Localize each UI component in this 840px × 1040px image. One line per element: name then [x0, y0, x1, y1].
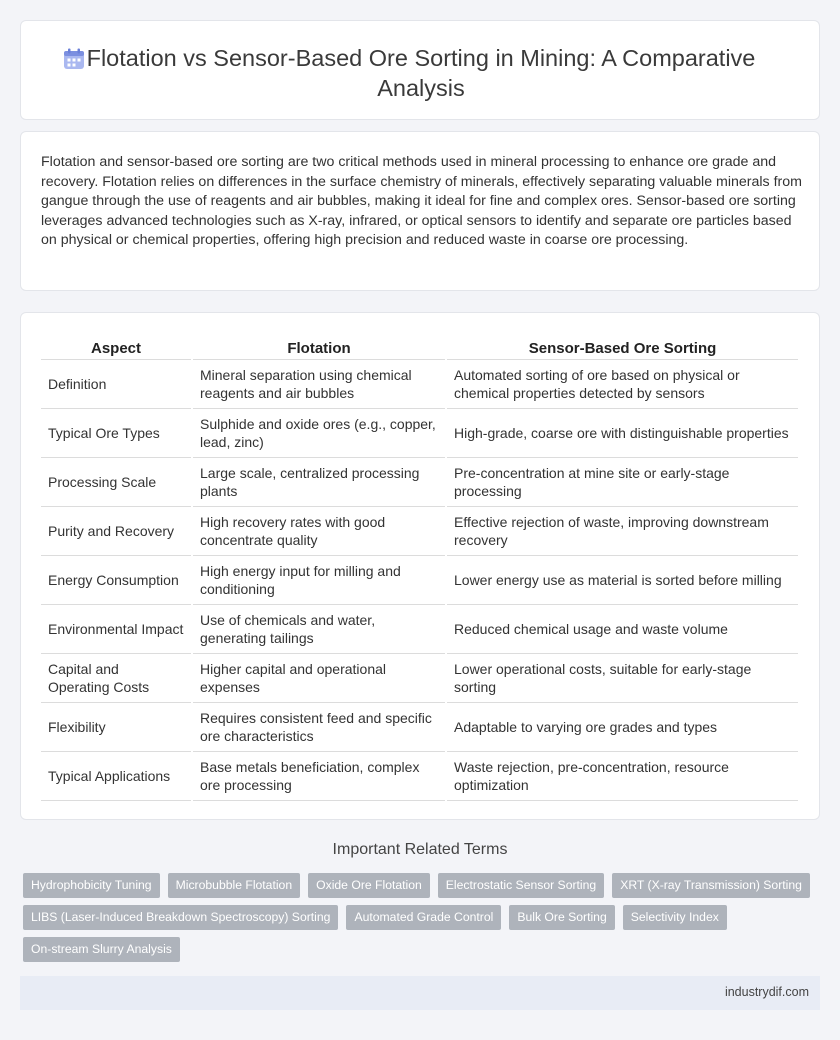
sensor-sorting-cell: Effective rejection of waste, improving downstream recovery [446, 506, 798, 555]
table-row [41, 604, 798, 653]
aspect-cell: Purity and Recovery [41, 506, 192, 555]
table-row [41, 653, 798, 702]
related-term-tag[interactable]: Automated Grade Control [346, 905, 501, 930]
sensor-sorting-cell: High-grade, coarse ore with distinguishable properties [446, 408, 798, 457]
related-term-tag[interactable]: XRT (X-ray Transmission) Sorting [612, 873, 810, 898]
flotation-cell: Higher capital and operational expenses [192, 653, 446, 702]
related-term-tag[interactable]: Oxide Ore Flotation [308, 873, 430, 898]
related-term-tag[interactable]: Selectivity Index [623, 905, 727, 930]
related-term-tag[interactable]: LIBS (Laser-Induced Breakdown Spectroscopy) Sorting [23, 905, 338, 930]
related-terms-list [23, 873, 823, 969]
related-term-tag[interactable]: On-stream Slurry Analysis [23, 937, 180, 962]
intro-paragraph: Flotation and sensor-based ore sorting are two critical methods used in mineral processing to enhance ore grade and recovery. Flotation relies on differences in the surface chemistry of minerals, effectively separating valuable minerals from gangue through the use of reagents and air bubbles, making it ideal for fine and complex ores. Sensor-based ore sorting leverages advanced technologies such as X-ray, infrared, or optical sensors to identify and separate ore particles based on physical or chemical properties, offering high precision and reduced waste in coarse ore processing. [41, 154, 802, 249]
table-row [41, 702, 798, 751]
related-term-tag[interactable]: Hydrophobicity Tuning [23, 873, 160, 898]
table-row [41, 751, 798, 800]
page-title: Flotation vs Sensor-Based Ore Sorting in Mining: A Comparative Analysis [86, 45, 756, 101]
title-card [20, 20, 820, 120]
flotation-cell: Base metals beneficiation, complex ore processing [192, 751, 446, 800]
flotation-cell: High recovery rates with good concentrate quality [192, 506, 446, 555]
sensor-sorting-cell: Lower energy use as material is sorted before milling [446, 555, 798, 604]
sensor-sorting-cell: Pre-concentration at mine site or early-stage processing [446, 457, 798, 506]
aspect-cell: Definition [41, 359, 192, 408]
sensor-sorting-cell: Reduced chemical usage and waste volume [446, 604, 798, 653]
aspect-cell: Energy Consumption [41, 555, 192, 604]
related-term-tag[interactable]: Microbubble Flotation [168, 873, 301, 898]
table-row [41, 359, 798, 408]
flotation-cell: Requires consistent feed and specific ore characteristics [192, 702, 446, 751]
related-term-tag[interactable]: Bulk Ore Sorting [509, 905, 614, 930]
sensor-sorting-cell: Adaptable to varying ore grades and types [446, 702, 798, 751]
aspect-cell: Flexibility [41, 702, 192, 751]
related-terms-title: Important Related Terms [332, 841, 508, 858]
table-row [41, 555, 798, 604]
header-aspect: Aspect [41, 333, 192, 359]
comparison-card [20, 312, 820, 820]
aspect-cell: Typical Applications [41, 751, 192, 800]
flotation-cell: Mineral separation using chemical reagents and air bubbles [192, 359, 446, 408]
table-header-row [41, 333, 798, 359]
sensor-sorting-cell: Automated sorting of ore based on physical or chemical properties detected by sensors [446, 359, 798, 408]
aspect-cell: Processing Scale [41, 457, 192, 506]
header-sensor-sorting: Sensor-Based Ore Sorting [446, 333, 798, 359]
table-row [41, 408, 798, 457]
sensor-sorting-cell: Waste rejection, pre-concentration, resource optimization [446, 751, 798, 800]
aspect-cell: Typical Ore Types [41, 408, 192, 457]
table-row [41, 506, 798, 555]
sensor-sorting-cell: Lower operational costs, suitable for early-stage sorting [446, 653, 798, 702]
flotation-cell: Sulphide and oxide ores (e.g., copper, lead, zinc) [192, 408, 446, 457]
aspect-cell: Environmental Impact [41, 604, 192, 653]
comparison-table [41, 333, 798, 801]
flotation-cell: Use of chemicals and water, generating tailings [192, 604, 446, 653]
header-flotation: Flotation [192, 333, 446, 359]
flotation-cell: Large scale, centralized processing plants [192, 457, 446, 506]
aspect-cell: Capital and Operating Costs [41, 653, 192, 702]
footer [20, 976, 820, 1010]
footer-site: industrydif.com [724, 985, 809, 999]
related-term-tag[interactable]: Electrostatic Sensor Sorting [438, 873, 604, 898]
intro-card [20, 131, 820, 291]
table-row [41, 457, 798, 506]
flotation-cell: High energy input for milling and conditioning [192, 555, 446, 604]
